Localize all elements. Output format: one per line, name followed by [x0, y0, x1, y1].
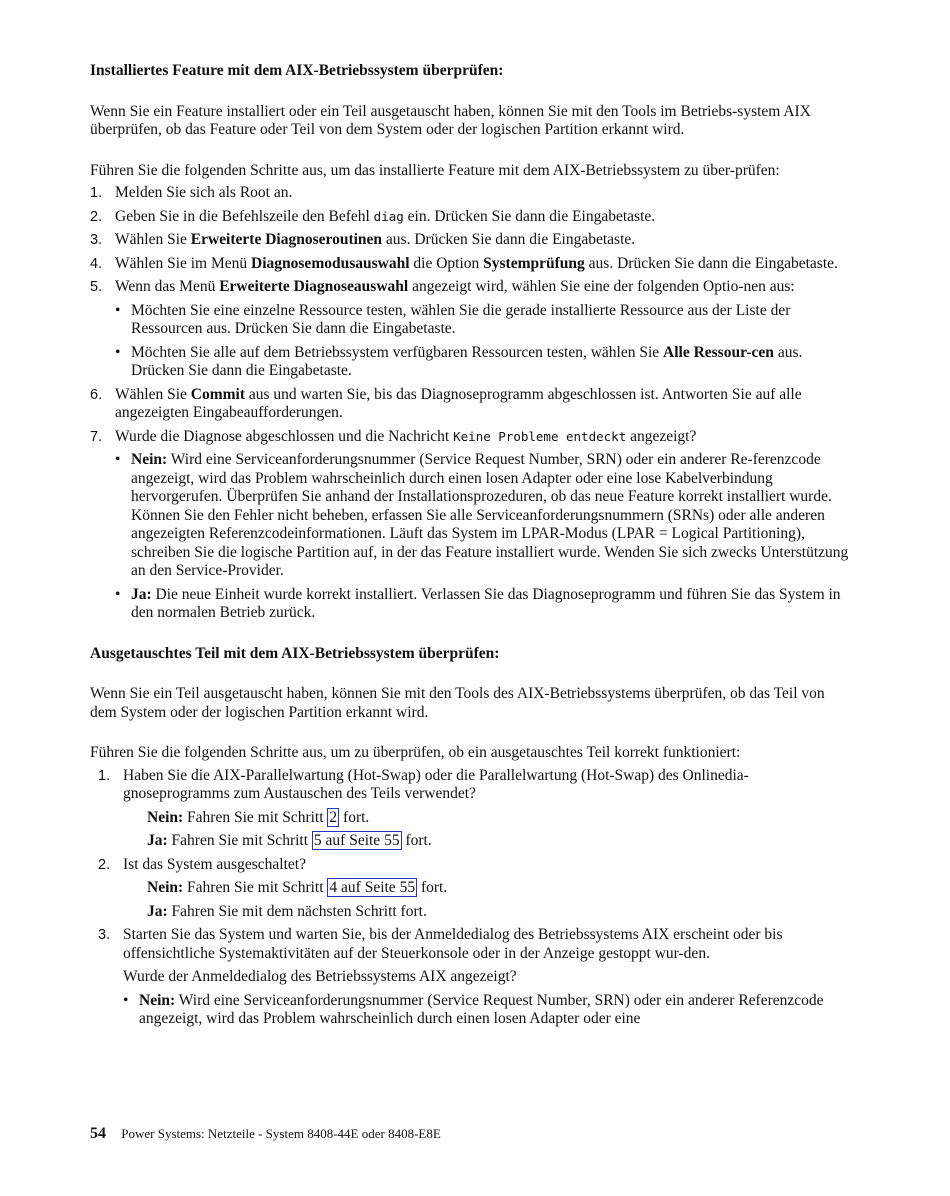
answer-label: Nein: — [147, 808, 184, 826]
intro-paragraph: Wenn Sie ein Feature installiert oder ein Teil ausgetauscht haben, können Sie mit den Tools im Betriebs-system AIX überprüfen, ob das Feature oder Teil von dem System oder der logischen Partition erkannt wird. — [90, 102, 811, 138]
message-code: Keine Probleme entdeckt — [453, 428, 627, 444]
answer-text: Fahren Sie mit Schritt — [167, 832, 312, 849]
step-number: 2. — [90, 208, 103, 225]
answer-yes — [123, 832, 850, 851]
step-text-end: aus. Drücken Sie dann die Eingabetaste. — [382, 231, 636, 248]
option-name: Erweiterte Diagnoseroutinen — [190, 231, 383, 248]
bullet-item-no — [115, 451, 850, 581]
answer-text-end: fort. — [417, 879, 448, 896]
step-1 — [90, 767, 850, 851]
option-name: Alle Ressour-cen — [663, 343, 774, 361]
menu-name: Erweiterte Diagnoseauswahl — [219, 278, 409, 295]
step-number: 1. — [90, 185, 103, 201]
step-text-end: aus. Drücken Sie dann die Eingabetaste. — [584, 254, 838, 272]
step-text: Melden Sie sich als Root an. — [115, 184, 293, 201]
bullet-item-no — [123, 992, 850, 1029]
step-number: 1. — [98, 767, 111, 784]
bullet-text: Die neue Einheit wurde korrekt installiert. Verlassen Sie das Diagnoseprogramm und führen Sie das System in den normalen Betrieb zurück. — [131, 585, 841, 621]
bullet-icon: • — [123, 991, 129, 1009]
step-7 — [90, 428, 850, 623]
section-heading-installed-feature: Installiertes Feature mit dem AIX-Betriebssystem überprüfen: — [90, 62, 504, 79]
step-4 — [90, 255, 850, 274]
step-number: 5. — [90, 279, 103, 295]
section-heading-replaced-part: Ausgetauschtes Teil mit dem AIX-Betriebssystem überprüfen: — [90, 644, 500, 662]
bullet-icon: • — [115, 301, 121, 319]
answer-text-end: fort. — [339, 808, 370, 826]
step-number: 3. — [98, 927, 111, 943]
step-number: 2. — [98, 856, 111, 873]
bullet-text: Wird eine Serviceanforderungsnummer (Service Request Number, SRN) oder ein anderer Referenzcode angezeigt, wird das Problem wahrscheinlich durch einen losen Adapter oder eine — [139, 991, 824, 1027]
answer-label: Nein: — [147, 879, 184, 896]
bullet-text: Möchten Sie eine einzelne Ressource testen, wählen Sie die gerade installierte Ressource aus der Liste der Ressourcen aus. Drücken Sie dann die Eingabetaste. — [131, 301, 791, 337]
step-2 — [90, 856, 850, 922]
intro-paragraph: Wenn Sie ein Teil ausgetauscht haben, können Sie mit den Tools des AIX-Betriebssystems überprüfen, ob das Teil von dem System oder der logischen Partition erkannt wird. — [90, 685, 825, 721]
command-code: diag — [373, 208, 404, 224]
step-5 — [90, 278, 850, 381]
bullet-text-end: aus. Drücken Sie dann die Eingabetaste. — [131, 343, 803, 379]
answer-label: Ja: — [147, 832, 168, 849]
step-text: Wählen Sie — [115, 385, 191, 403]
bullet-icon: • — [115, 585, 121, 603]
lead-paragraph: Führen Sie die folgenden Schritte aus, um zu überprüfen, ob ein ausgetauschtes Teil korrekt funktioniert: — [90, 744, 741, 761]
bullet-item — [115, 344, 850, 381]
step-text-end: ein. Drücken Sie dann die Eingabetaste. — [403, 207, 656, 225]
step-3 — [90, 231, 850, 250]
answer-text: Fahren Sie mit Schritt — [183, 808, 328, 826]
step-text-mid: die Option — [409, 254, 484, 272]
page-footer — [90, 1125, 441, 1144]
step-text: Haben Sie die AIX-Parallelwartung (Hot-Swap) oder die Parallelwartung (Hot-Swap) des Onlinedia-gnoseprogramms zum Austauschen des Teils verwendet? — [123, 766, 749, 802]
menu-name: Diagnosemodusauswahl — [251, 254, 410, 272]
answer-yes — [123, 903, 850, 922]
step-text-end: angezeigt wird, wählen Sie eine der folgenden Optio-nen aus: — [408, 278, 795, 295]
answer-text: Fahren Sie mit Schritt — [183, 879, 328, 896]
bullet-text: Wird eine Serviceanforderungsnummer (Service Request Number, SRN) oder ein anderer Re-ferenzcode angezeigt, wird das Problem wahrscheinlich durch einen losen Adapter oder eine lose Kabelverbindung hervorgerufen. Überprüfen Sie anhand der Installationsprozeduren, ob das neue Feature korrekt installiert wurde. Können Sie den Fehler nicht beheben, erfassen Sie alle Serviceanforderungsnummern (SRNs) oder alle anderen angezeigten Referenzcodeinformationen. Läuft das System im LPAR-Modus (LPAR = Logical Partitioning), schreiben Sie die logische Partition auf, in der das Feature installiert wurde. Wenden Sie sich zwecks Unterstützung an den Service-Provider. — [131, 451, 849, 579]
option-name: Commit — [190, 385, 246, 403]
answer-no — [123, 809, 850, 828]
answer-label: Ja: — [147, 902, 168, 920]
lead-paragraph: Führen Sie die folgenden Schritte aus, um das installierte Feature mit dem AIX-Betriebssystem zu über-prüfen: — [90, 161, 780, 179]
step-6 — [90, 386, 850, 423]
bullet-icon: • — [115, 343, 121, 361]
answer-label: Nein: — [139, 991, 176, 1009]
step-3 — [90, 926, 850, 1029]
step-number: 3. — [90, 232, 103, 248]
bullet-icon: • — [115, 451, 121, 468]
step-text: Wenn das Menü — [115, 278, 220, 295]
page-content — [90, 62, 850, 1034]
answer-text-end: fort. — [401, 832, 432, 849]
section-replaced-part — [90, 645, 850, 1029]
step-number: 6. — [90, 386, 103, 403]
answer-label: Ja: — [131, 585, 152, 603]
step-link[interactable]: 4 auf Seite 55 — [329, 879, 416, 896]
option-name: Systemprüfung — [483, 254, 585, 272]
answer-label: Nein: — [131, 451, 168, 468]
answer-text: Fahren Sie mit dem nächsten Schritt fort. — [167, 902, 427, 920]
bullet-text: Möchten Sie alle auf dem Betriebssystem verfügbaren Ressourcen testen, wählen Sie — [131, 343, 664, 361]
step-number: 4. — [90, 255, 103, 272]
step-text-end: aus und warten Sie, bis das Diagnoseprogramm abgeschlossen ist. Antworten Sie auf alle angezeigten Eingabeaufforderungen. — [115, 385, 802, 421]
step-link[interactable]: 5 auf Seite 55 — [313, 832, 400, 849]
step-link[interactable]: 2 — [329, 808, 338, 826]
step-text-end: angezeigt? — [626, 427, 697, 445]
step-text: Wurde die Diagnose abgeschlossen und die Nachricht — [115, 427, 454, 445]
step-text: Ist das System ausgeschaltet? — [123, 855, 306, 873]
step-text: Geben Sie in die Befehlszeile den Befehl — [115, 207, 374, 225]
answer-no — [123, 879, 850, 898]
step-question: Wurde der Anmeldedialog des Betriebssystems AIX angezeigt? — [123, 968, 517, 985]
step-text: Wählen Sie — [115, 231, 191, 248]
step-1 — [90, 184, 850, 203]
page-number: 54 — [90, 1125, 106, 1142]
step-2 — [90, 208, 850, 227]
bullet-item-yes — [115, 586, 850, 623]
step-number: 7. — [90, 428, 103, 445]
step-text: Starten Sie das System und warten Sie, bis der Anmeldedialog des Betriebssystems AIX erscheint oder bis offensichtliche Systemaktivitäten auf der Steuerkonsole oder in der Anzeige gestoppt wur-den. — [123, 926, 783, 962]
bullet-item — [115, 302, 850, 339]
step-text: Wählen Sie im Menü — [115, 254, 252, 272]
footer-title: Power Systems: Netzteile - System 8408-44E oder 8408-E8E — [121, 1126, 441, 1141]
